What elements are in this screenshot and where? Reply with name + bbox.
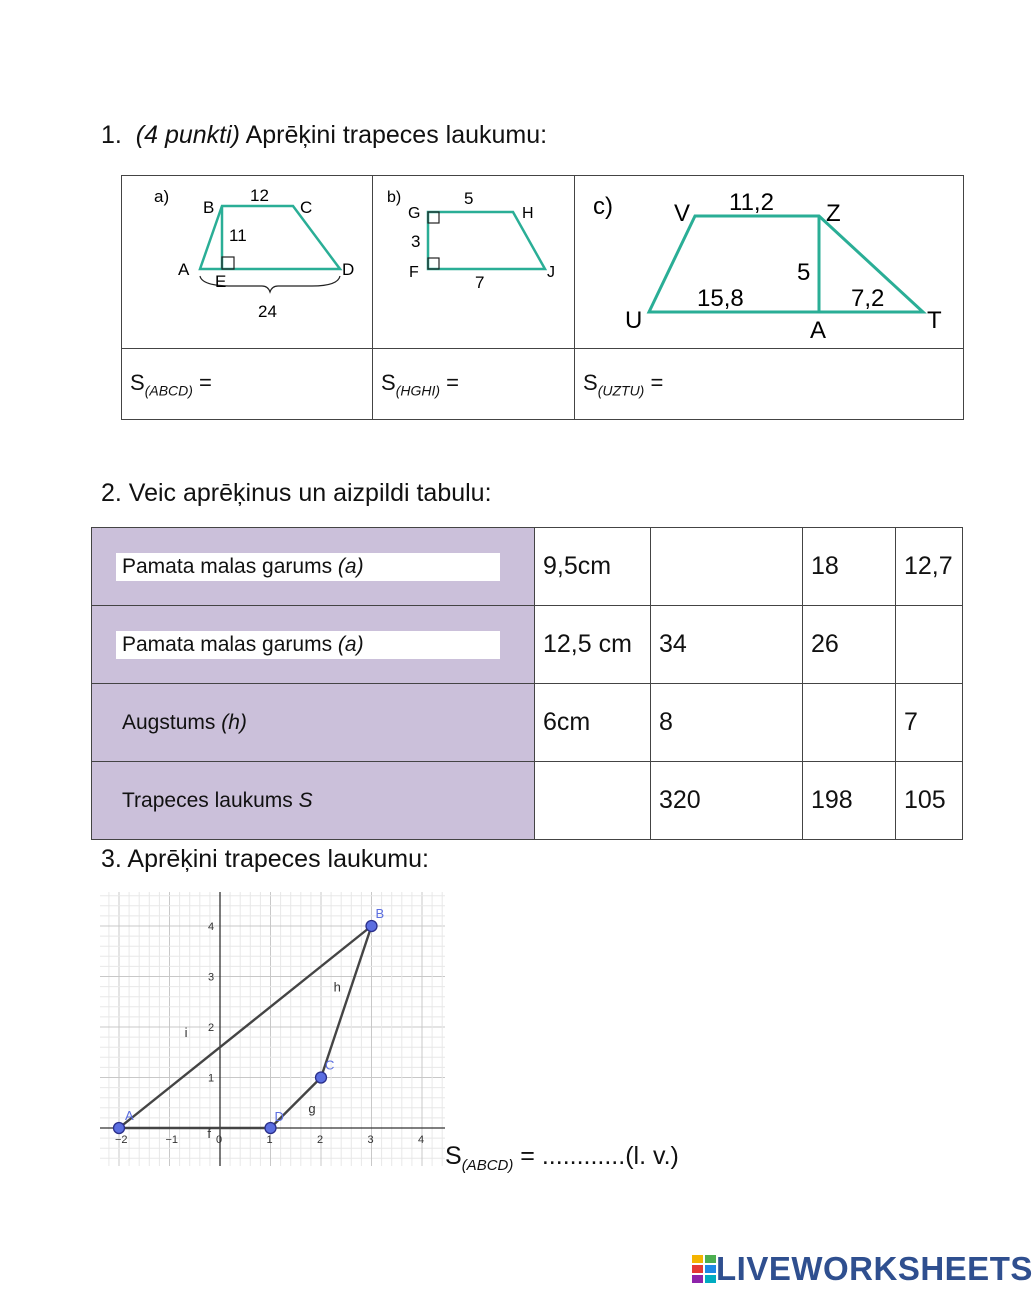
task1-table bbox=[121, 175, 964, 420]
fig-b-label-j: J bbox=[547, 264, 555, 281]
table-cell[interactable]: 26 bbox=[803, 606, 896, 684]
x-tick-label: 1 bbox=[266, 1134, 273, 1146]
fig-c-label-a: A bbox=[810, 317, 827, 344]
trapezoid-a-figure bbox=[122, 176, 372, 343]
coordinate-graph bbox=[100, 892, 445, 1166]
row-label: Pamata malas garums (a) bbox=[92, 606, 535, 684]
fig-b-bottom-length: 7 bbox=[475, 273, 485, 292]
fig-b-height: 3 bbox=[411, 232, 421, 251]
row-label: Pamata malas garums (a) bbox=[92, 528, 535, 606]
point-label-d: D bbox=[274, 1109, 284, 1124]
table-row bbox=[92, 528, 963, 606]
tick-labels bbox=[115, 921, 424, 1146]
task1-text: Aprēķini trapeces laukumu: bbox=[245, 121, 548, 149]
task1-points: (4 punkti) bbox=[135, 121, 240, 149]
table-cell[interactable]: 12,7 bbox=[896, 528, 963, 606]
fig-c-top-length: 11,2 bbox=[729, 189, 774, 216]
fig-c-height: 5 bbox=[797, 259, 811, 286]
segment-label-i: i bbox=[184, 1025, 188, 1041]
x-tick-label: −1 bbox=[165, 1134, 179, 1146]
task1-number: 1. bbox=[101, 121, 122, 149]
trapezoid-b-figure bbox=[373, 176, 574, 343]
fig-a-label-e: E bbox=[215, 272, 227, 291]
figure-b-cell bbox=[373, 176, 575, 349]
fig-c-label-v: V bbox=[674, 200, 691, 227]
point-b bbox=[366, 921, 377, 932]
segments bbox=[119, 926, 372, 1141]
fig-a-top-length: 12 bbox=[250, 186, 269, 205]
fig-b-label-h: H bbox=[522, 205, 534, 222]
y-tick-label: 4 bbox=[208, 921, 215, 933]
segment-label-g: g bbox=[308, 1100, 316, 1116]
table-cell[interactable]: 7 bbox=[896, 684, 963, 762]
figure-c-cell bbox=[575, 176, 964, 349]
liveworksheets-logo bbox=[692, 1250, 1033, 1288]
fig-b-top-length: 5 bbox=[464, 189, 474, 208]
segment-h bbox=[321, 926, 372, 1078]
table-cell[interactable]: 8 bbox=[651, 684, 803, 762]
fig-a-label-b: B bbox=[203, 198, 215, 217]
table-cell[interactable] bbox=[535, 762, 651, 840]
x-tick-label: 0 bbox=[216, 1134, 223, 1146]
table-row bbox=[92, 684, 963, 762]
segment-label-h: h bbox=[333, 979, 341, 995]
point-c bbox=[316, 1072, 327, 1083]
task1-heading bbox=[101, 121, 547, 150]
fig-b-label-g: G bbox=[408, 205, 421, 222]
fig-b-label-f: F bbox=[409, 264, 419, 281]
table-row bbox=[92, 762, 963, 840]
x-tick-label: 3 bbox=[367, 1134, 374, 1146]
point-a bbox=[114, 1123, 125, 1134]
point-label-b: B bbox=[375, 906, 385, 921]
table-cell[interactable] bbox=[651, 528, 803, 606]
answer-cell-a[interactable]: $S_{(ABCD)}$ = bbox=[122, 349, 373, 420]
answer-cell-b[interactable]: $S_{(HGHI)}$ = bbox=[373, 349, 575, 420]
fig-c-label-t: T bbox=[927, 307, 942, 334]
table-row bbox=[92, 606, 963, 684]
point-label-c: C bbox=[325, 1057, 335, 1073]
task2-table bbox=[91, 527, 963, 840]
fig-a-label-c: C bbox=[300, 198, 313, 217]
x-tick-label: 4 bbox=[418, 1134, 425, 1146]
table-cell[interactable]: 18 bbox=[803, 528, 896, 606]
table-cell[interactable]: 105 bbox=[896, 762, 963, 840]
fig-c-left-segment: 15,8 bbox=[697, 285, 744, 312]
fig-a-bottom-length: 24 bbox=[258, 302, 277, 321]
table-cell[interactable]: 6cm bbox=[535, 684, 651, 762]
trapezoid-c-figure bbox=[575, 176, 963, 343]
x-tick-label: −2 bbox=[115, 1134, 128, 1146]
fig-a-label-a: A bbox=[178, 260, 190, 279]
row-label: Augstums (h) bbox=[92, 684, 535, 762]
fig-b-tag: b) bbox=[387, 189, 402, 206]
segment-label-f: f bbox=[207, 1126, 211, 1142]
fig-c-tag: c) bbox=[593, 193, 613, 220]
table-cell[interactable]: 9,5cm bbox=[535, 528, 651, 606]
table-cell[interactable]: 12,5 cm bbox=[535, 606, 651, 684]
logo-text: LIVEWORKSHEETS bbox=[716, 1250, 1033, 1287]
task3-formula[interactable]: $S_{(ABCD)} = ............(l$. v.) bbox=[445, 1142, 679, 1174]
answer-cell-c[interactable]: $S_{(UZTU)}$ = bbox=[575, 349, 964, 420]
fig-a-height: 11 bbox=[229, 226, 247, 245]
point-d bbox=[265, 1123, 276, 1134]
figure-a-cell bbox=[122, 176, 373, 349]
x-tick-label: 2 bbox=[317, 1134, 324, 1146]
y-tick-label: 2 bbox=[208, 1022, 215, 1034]
table-cell[interactable]: 320 bbox=[651, 762, 803, 840]
table-cell[interactable] bbox=[803, 684, 896, 762]
logo-blocks-icon bbox=[692, 1255, 716, 1283]
table-cell[interactable] bbox=[896, 606, 963, 684]
row-label: Trapeces laukums S bbox=[92, 762, 535, 840]
fig-c-right-segment: 7,2 bbox=[851, 285, 885, 312]
task3-heading: 3. Aprēķini trapeces laukumu: bbox=[101, 845, 429, 873]
fig-a-label-d: D bbox=[342, 260, 355, 279]
y-tick-label: 1 bbox=[208, 1072, 215, 1085]
fig-c-label-z: Z bbox=[826, 200, 841, 227]
fig-a-tag: a) bbox=[154, 187, 170, 206]
table-cell[interactable]: 198 bbox=[803, 762, 896, 840]
task2-heading: 2. Veic aprēķinus un aizpildi tabulu: bbox=[101, 479, 492, 507]
fig-c-label-u: U bbox=[625, 307, 643, 334]
point-label-a: A bbox=[125, 1108, 134, 1123]
y-tick-label: 3 bbox=[208, 971, 215, 984]
table-cell[interactable]: 34 bbox=[651, 606, 803, 684]
